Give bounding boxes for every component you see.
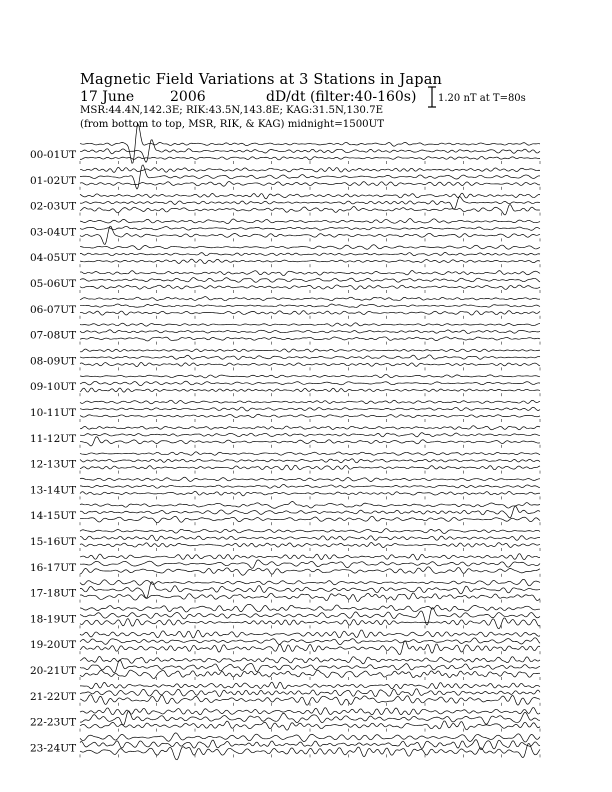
- hour-tick-marks: [80, 342, 540, 345]
- hour-row-12-13UT: [30, 452, 540, 474]
- trace-rik: [80, 226, 540, 230]
- hour-row-20-21UT: [30, 656, 540, 680]
- hour-row-11-12UT: [30, 426, 540, 448]
- trace-kag: [80, 426, 540, 430]
- chart-title: Magnetic Field Variations at 3 Stations in Japan: [80, 72, 443, 88]
- trace-rik: [80, 459, 540, 463]
- trace-msr: [80, 388, 540, 392]
- trace-msr: [80, 465, 540, 470]
- hour-label: 12-13UT: [30, 458, 77, 471]
- hour-tick-marks: [80, 187, 540, 190]
- trace-rik: [80, 330, 540, 334]
- hour-label: 14-15UT: [30, 510, 77, 523]
- hour-row-10-11UT: [30, 400, 540, 422]
- hour-row-23-24UT: [30, 733, 540, 760]
- date-label: 17 June: [80, 89, 135, 105]
- hour-label: 01-02UT: [30, 174, 77, 187]
- hour-row-14-15UT: [30, 501, 540, 525]
- trace-msr: [80, 414, 540, 417]
- trace-rik: [80, 433, 540, 437]
- hour-tick-marks: [80, 264, 540, 267]
- trace-kag: [80, 193, 540, 199]
- hour-row-00-01UT: [30, 124, 540, 164]
- trace-kag: [80, 630, 540, 638]
- trace-rik: [80, 278, 540, 283]
- station-coordinates: MSR:44.4N,142.3E; RIK:43.5N,143.8E; KAG:31.5N,130.7E: [80, 105, 384, 116]
- hour-tick-marks: [80, 522, 540, 525]
- hour-tick-marks: [80, 290, 540, 293]
- hour-tick-marks: [80, 548, 540, 551]
- hour-label: 08-09UT: [30, 355, 77, 368]
- trace-kag: [80, 656, 540, 663]
- hour-row-01-02UT: [30, 165, 540, 190]
- hour-row-17-18UT: [30, 579, 540, 602]
- hour-row-03-04UT: [30, 219, 540, 245]
- hour-tick-marks: [80, 574, 540, 577]
- hour-tick-marks: [80, 625, 540, 628]
- trace-kag: [80, 124, 540, 163]
- trace-rik: [80, 711, 540, 725]
- hour-tick-marks: [80, 600, 540, 603]
- trace-kag: [80, 297, 540, 301]
- hour-label: 03-04UT: [30, 226, 77, 239]
- product-label: dD/dt (filter:40-160s): [266, 89, 417, 105]
- hour-label: 17-18UT: [30, 587, 77, 600]
- trace-rik: [80, 197, 540, 210]
- trace-kag: [80, 477, 540, 481]
- trace-msr: [80, 543, 540, 548]
- hour-row-21-22UT: [30, 682, 540, 706]
- hour-label: 10-11UT: [30, 407, 77, 419]
- trace-msr: [80, 259, 540, 264]
- trace-kag: [80, 733, 540, 742]
- trace-kag: [80, 604, 540, 612]
- trace-rik: [80, 407, 540, 411]
- trace-rik: [80, 355, 540, 360]
- hour-label: 15-16UT: [30, 536, 77, 548]
- hour-row-15-16UT: [30, 529, 540, 551]
- hour-row-16-17UT: [30, 554, 540, 577]
- hour-label: 19-20UT: [30, 639, 77, 652]
- trace-kag: [80, 349, 540, 352]
- trace-rik: [80, 560, 540, 569]
- trace-kag: [80, 374, 540, 378]
- hour-tick-marks: [80, 651, 540, 654]
- trace-rik: [80, 485, 540, 489]
- hour-label: 11-12UT: [30, 432, 77, 445]
- hour-row-22-23UT: [30, 708, 540, 732]
- hour-tick-marks: [80, 729, 540, 732]
- trace-rik: [80, 252, 540, 255]
- hour-label: 13-14UT: [30, 484, 77, 497]
- hour-tick-marks: [80, 238, 540, 241]
- trace-rik: [80, 689, 540, 697]
- scale-label: 1.20 nT at T=80s: [438, 93, 526, 104]
- trace-msr: [80, 437, 540, 446]
- trace-msr: [80, 362, 540, 366]
- trace-kag: [80, 452, 540, 455]
- hour-label: 22-23UT: [30, 716, 77, 729]
- trace-msr: [80, 285, 540, 289]
- trace-msr: [80, 311, 540, 315]
- hour-label: 06-07UT: [30, 303, 77, 316]
- hour-tick-marks: [80, 316, 540, 319]
- hour-tick-marks: [80, 471, 540, 474]
- hour-label: 05-06UT: [30, 278, 77, 290]
- hour-tick-marks: [80, 703, 540, 706]
- trace-kag: [80, 682, 540, 689]
- trace-kag: [80, 323, 540, 326]
- trace-kag: [80, 400, 540, 404]
- hour-row-02-03UT: [30, 193, 540, 215]
- trace-kag: [80, 529, 540, 534]
- hour-tick-marks: [80, 367, 540, 370]
- trace-rik: [80, 660, 540, 673]
- trace-kag: [80, 245, 540, 250]
- hour-row-04-05UT: [30, 245, 540, 267]
- hour-row-07-08UT: [30, 323, 540, 345]
- trace-kag: [80, 167, 540, 172]
- station-order-note: (from bottom to top, MSR, RIK, & KAG) midnight=1500UT: [80, 119, 385, 130]
- trace-msr: [80, 516, 540, 522]
- hour-row-08-09UT: [30, 349, 540, 370]
- hour-row-06-07UT: [30, 297, 540, 319]
- hour-tick-marks: [80, 445, 540, 448]
- hour-row-13-14UT: [30, 477, 540, 499]
- trace-msr: [80, 156, 540, 160]
- hour-row-09-10UT: [30, 374, 540, 396]
- trace-rik: [80, 381, 540, 386]
- trace-rik: [80, 304, 540, 307]
- trace-kag: [80, 271, 540, 276]
- year-label: 2006: [170, 89, 206, 105]
- hour-label: 16-17UT: [30, 561, 77, 574]
- trace-rik: [80, 582, 540, 599]
- hour-tick-marks: [80, 677, 540, 680]
- hour-row-19-20UT: [30, 630, 540, 655]
- trace-kag: [80, 579, 540, 585]
- hour-label: 21-22UT: [30, 690, 77, 703]
- trace-msr: [80, 181, 540, 186]
- trace-msr: [80, 337, 540, 341]
- hour-label: 18-19UT: [30, 613, 77, 626]
- trace-rik: [80, 638, 540, 645]
- trace-kag: [80, 219, 540, 224]
- trace-msr: [80, 491, 540, 496]
- trace-kag: [80, 708, 540, 715]
- hour-tick-marks: [80, 393, 540, 396]
- hour-label: 09-10UT: [30, 381, 77, 394]
- hour-tick-marks: [80, 213, 540, 216]
- hour-label: 07-08UT: [30, 329, 77, 342]
- hour-label: 20-21UT: [30, 665, 77, 677]
- trace-rik: [80, 535, 540, 541]
- trace-kag: [80, 501, 540, 508]
- hour-label: 02-03UT: [30, 200, 77, 213]
- hour-label: 23-24UT: [30, 742, 77, 755]
- hour-label: 04-05UT: [30, 252, 77, 265]
- hour-label: 00-01UT: [30, 149, 77, 161]
- hour-tick-marks: [80, 754, 540, 757]
- trace-kag: [80, 554, 540, 560]
- hour-row-05-06UT: [30, 271, 540, 293]
- hour-row-18-19UT: [30, 604, 540, 628]
- hour-tick-marks: [80, 496, 540, 499]
- hour-tick-marks: [80, 419, 540, 422]
- hour-tick-marks: [80, 161, 540, 164]
